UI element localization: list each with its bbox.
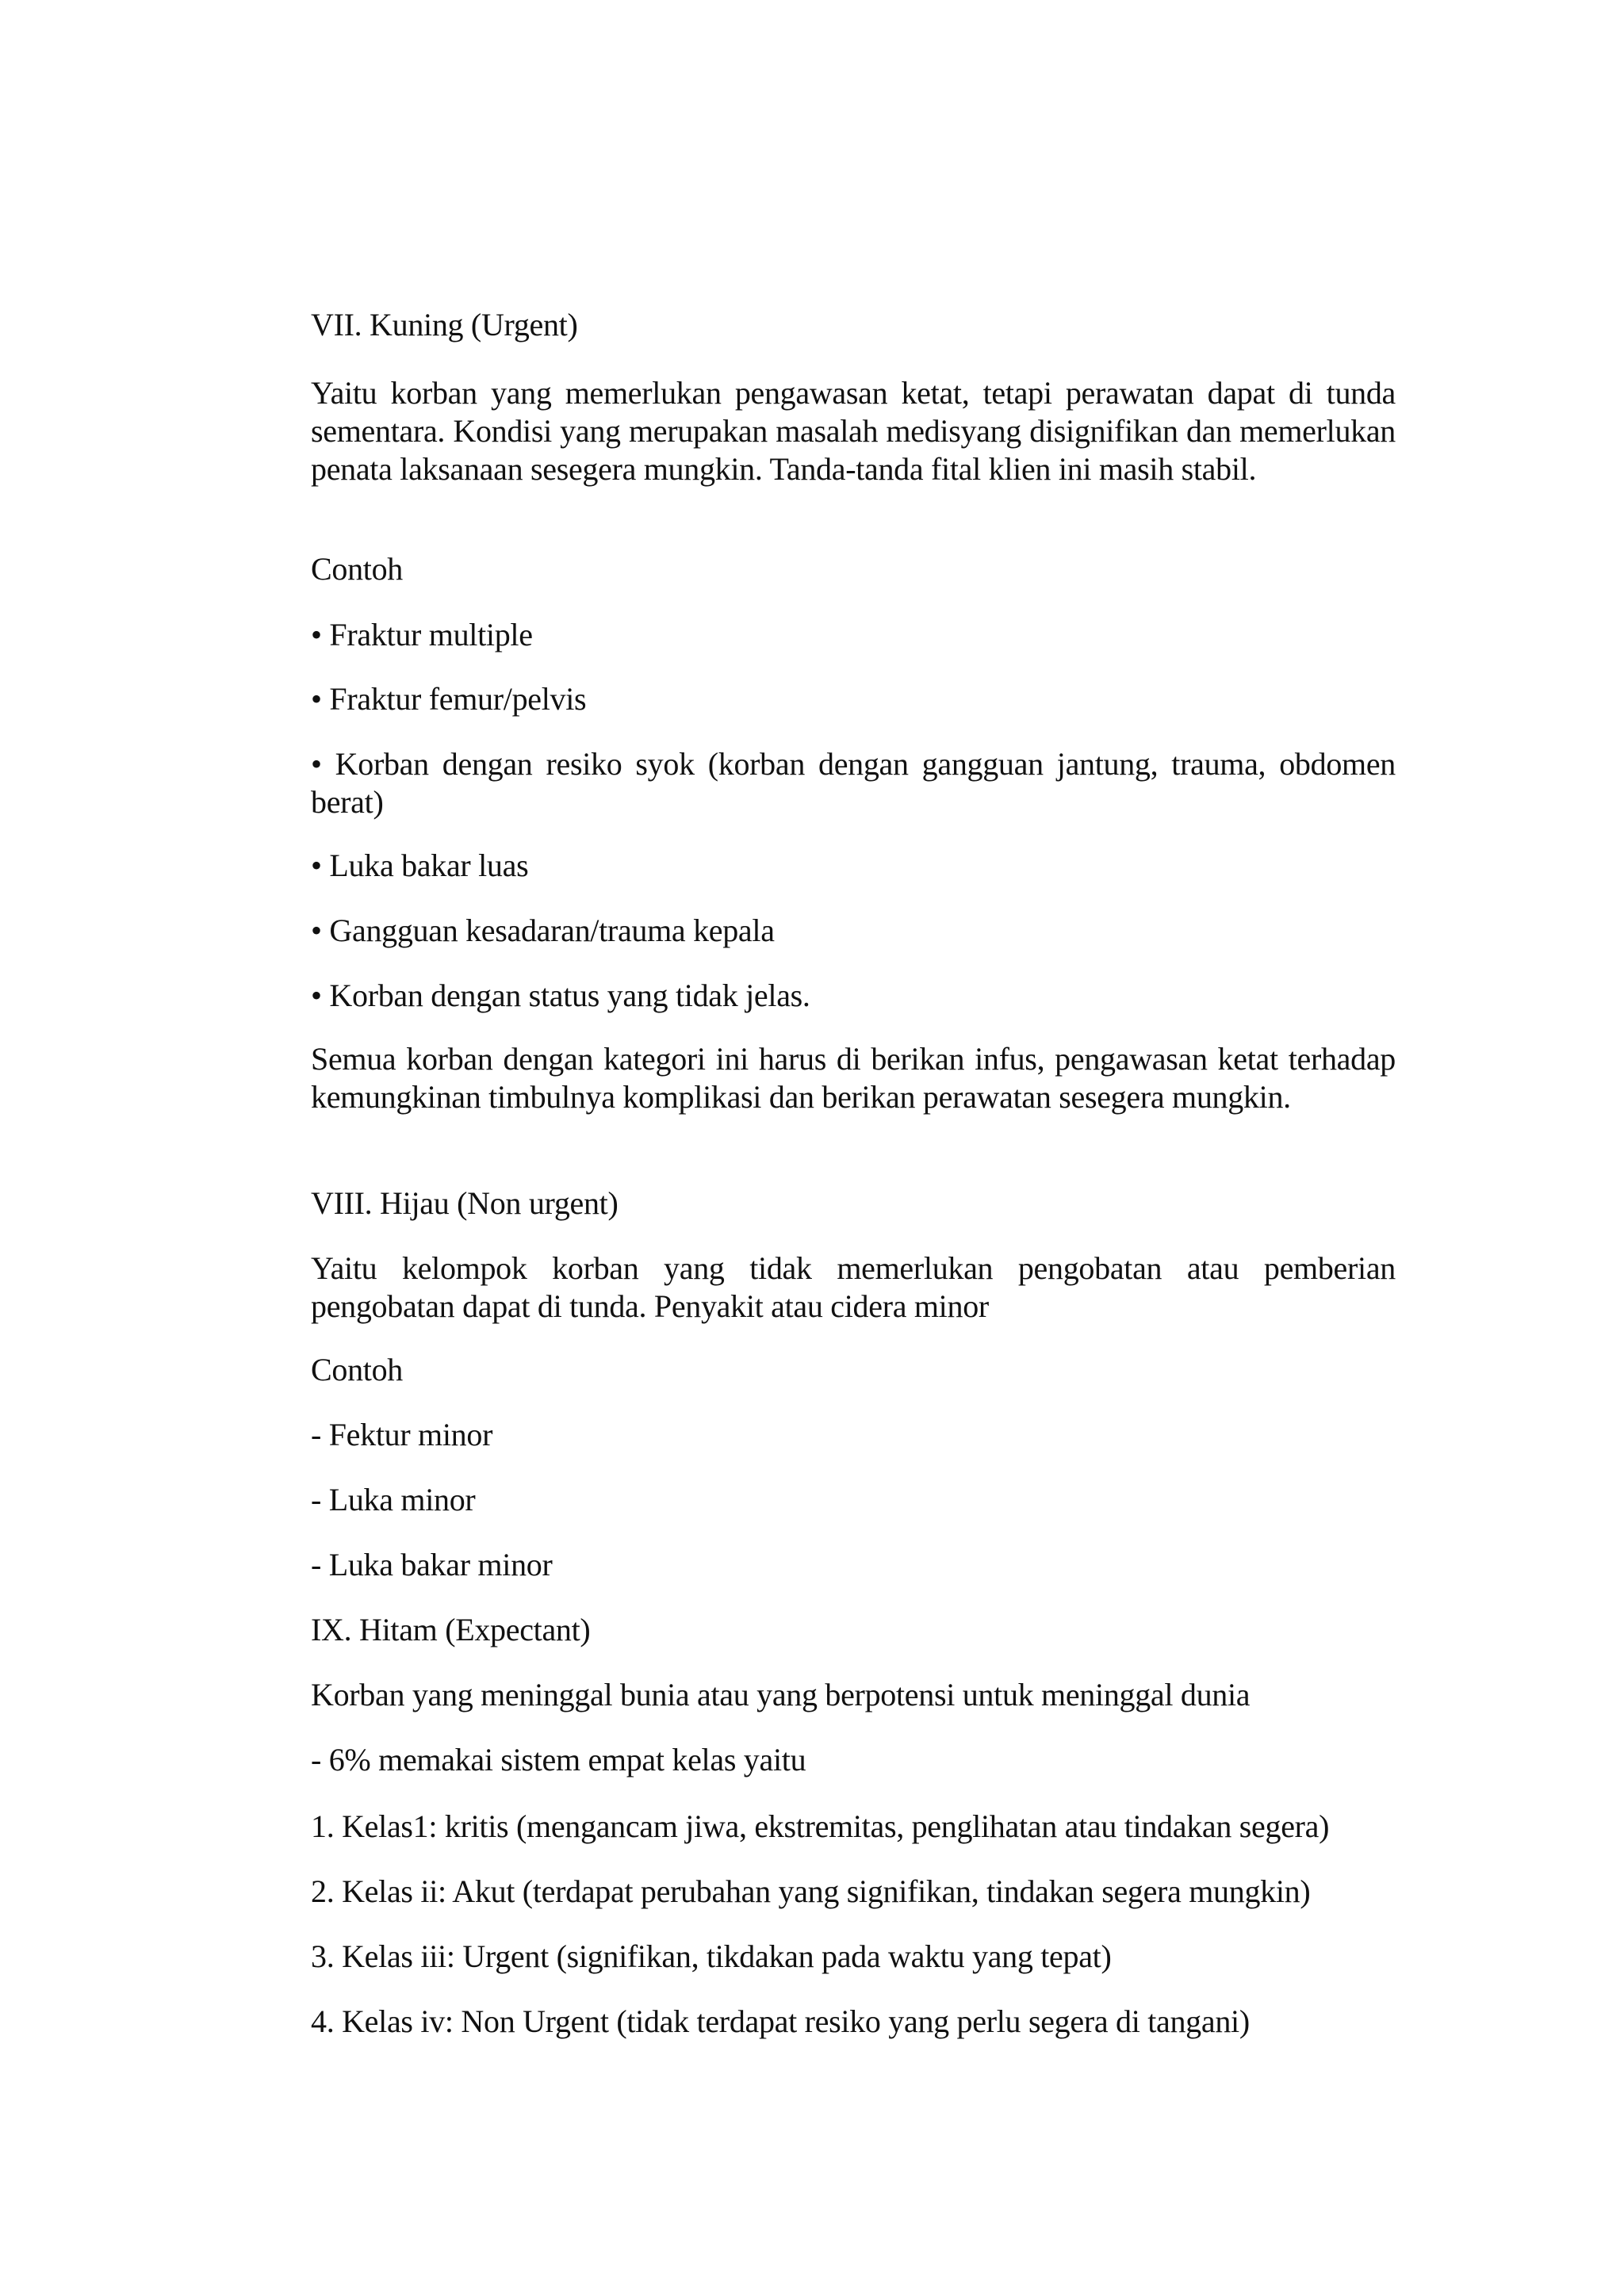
class-item: 3. Kelas iii: Urgent (signifikan, tikdakan pada waktu yang tepat) [311, 1938, 1112, 1974]
list-item: • Luka bakar luas [311, 848, 529, 883]
class-item: 4. Kelas iv: Non Urgent (tidak terdapat resiko yang perlu segera di tangani) [311, 2003, 1250, 2039]
list-item: • Fraktur multiple [311, 617, 533, 652]
section-ix-heading: IX. Hitam (Expectant) [311, 1612, 591, 1647]
list-item: • Korban dengan status yang tidak jelas. [311, 978, 810, 1013]
section-viii-heading: VIII. Hijau (Non urgent) [311, 1185, 619, 1221]
section-viii-description: Yaitu kelompok korban yang tidak memerlukan pengobatan atau pemberian pengobatan dapat di tunda. Penyakit atau cidera minor [311, 1250, 1396, 1324]
list-item: • Fraktur femur/pelvis [311, 681, 587, 717]
section-vii-note: Semua korban dengan kategori ini harus di berikan infus, pengawasan ketat terhadap kemungkinan timbulnya komplikasi dan berikan perawatan sesegera mungkin. [311, 1041, 1396, 1115]
class-item: 2. Kelas ii: Akut (terdapat perubahan yang signifikan, tindakan segera mungkin) [311, 1873, 1311, 1909]
class-item: 1. Kelas1: kritis (mengancam jiwa, ekstremitas, penglihatan atau tindakan segera) [311, 1808, 1330, 1844]
section-vii-description: Yaitu korban yang memerlukan pengawasan ketat, tetapi perawatan dapat di tunda sementara. Kondisi yang merupakan masalah medisyang disignifikan dan memerlukan penata laksanaan sesegera mungkin. Tanda-tanda fital klien ini masih stabil. [311, 375, 1396, 487]
list-item: • Korban dengan resiko syok (korban dengan gangguan jantung, trauma, obdomen berat) [311, 746, 1396, 820]
section-ix-note: - 6% memakai sistem empat kelas yaitu [311, 1742, 806, 1777]
section-viii-example-label: Contoh [311, 1352, 403, 1387]
section-vii-heading: VII. Kuning (Urgent) [311, 307, 578, 342]
list-item: • Gangguan kesadaran/trauma kepala [311, 913, 775, 948]
section-ix-description: Korban yang meninggal bunia atau yang berpotensi untuk meninggal dunia [311, 1677, 1251, 1712]
list-item: - Fektur minor [311, 1417, 493, 1452]
list-item: - Luka minor [311, 1482, 476, 1517]
list-item: - Luka bakar minor [311, 1547, 553, 1582]
section-vii-example-label: Contoh [311, 551, 403, 587]
